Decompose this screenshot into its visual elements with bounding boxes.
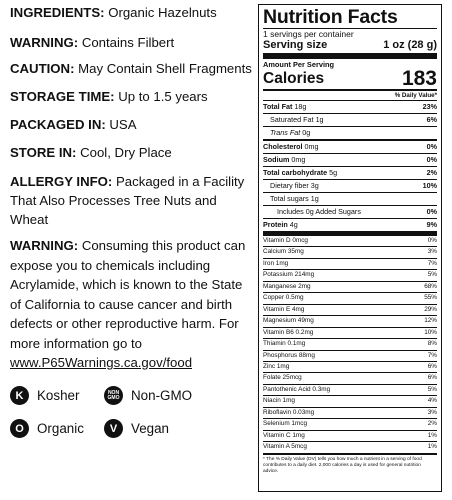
nongmo-label: Non-GMO bbox=[131, 388, 193, 403]
micronutrient-row: Pantothenic Acid 0.3mg 5% bbox=[263, 384, 437, 395]
ingredients-text: Organic Hazelnuts bbox=[108, 5, 217, 20]
daily-value-footnote: * The % Daily Value (DV) tells you how much a nutrient in a serving of food contributes to a daily diet. 2,000 calories a day is used for general nutrition advice. bbox=[263, 456, 422, 474]
calories-row bbox=[263, 69, 437, 89]
micronutrient-row: Vitamin B6 0.2mg 10% bbox=[263, 327, 437, 338]
nutrient-row: Protein 4g 9% bbox=[263, 220, 437, 229]
micronutrient-row: Iron 1mg 7% bbox=[263, 258, 437, 269]
micronutrient-row: Vitamin E 4mg 29% bbox=[263, 304, 437, 315]
storage-label: STORAGE TIME: bbox=[10, 89, 115, 104]
micronutrient-table bbox=[263, 236, 437, 453]
micronutrient-row: Copper 0.5mg 55% bbox=[263, 292, 437, 303]
kosher-label: Kosher bbox=[37, 388, 80, 403]
serving-size-label: Serving size bbox=[263, 39, 328, 51]
organic-icon: O bbox=[10, 419, 29, 438]
micronutrient-row: Zinc 1mg 6% bbox=[263, 361, 437, 372]
organic-badge bbox=[10, 419, 84, 438]
ingredients-label: INGREDIENTS: bbox=[10, 5, 105, 20]
servings-per-container: 1 servings per container bbox=[263, 29, 354, 39]
vegan-icon: V bbox=[104, 419, 123, 438]
packaged-text: USA bbox=[109, 117, 137, 132]
caution-text: May Contain Shell Fragments bbox=[78, 61, 252, 76]
nutrient-row: Dietary fiber 3g 10% bbox=[263, 179, 437, 192]
nutrient-row: Total Fat 18g 23% bbox=[263, 102, 437, 111]
non-gmo-icon: NON GMO bbox=[104, 386, 123, 405]
daily-value-header: % Daily Value* bbox=[394, 92, 437, 99]
nutrition-title: Nutrition Facts bbox=[263, 6, 398, 28]
caution-label: CAUTION: bbox=[10, 61, 75, 76]
p65-link[interactable]: www.P65Warnings.ca.gov/food bbox=[10, 355, 193, 370]
storage-line bbox=[10, 88, 208, 106]
micronutrient-row: Phosphorus 88mg 7% bbox=[263, 350, 437, 361]
certification-badges bbox=[10, 386, 250, 456]
nutrient-row: Trans Fat 0g bbox=[263, 126, 437, 139]
micronutrient-row: Potassium 214mg 5% bbox=[263, 269, 437, 280]
warning-label: WARNING: bbox=[10, 35, 79, 50]
warning-text: Contains Filbert bbox=[81, 35, 175, 50]
amount-per-serving: Amount Per Serving bbox=[263, 60, 335, 69]
caution-line bbox=[10, 60, 252, 78]
micronutrient-row: Manganese 2mg 68% bbox=[263, 281, 437, 292]
kosher-badge bbox=[10, 386, 79, 405]
store-text: Cool, Dry Place bbox=[80, 145, 172, 160]
micronutrient-row: Niacin 1mg 4% bbox=[263, 395, 437, 406]
allergy-label: ALLERGY INFO: bbox=[10, 174, 113, 189]
vegan-badge bbox=[104, 419, 169, 438]
micronutrient-row: Vitamin D 0mcg 0% bbox=[263, 237, 437, 244]
nutrient-row: Total sugars 1g bbox=[263, 192, 437, 205]
allergy-text: Packaged in a Facility That Also Processes Tree Nuts and Wheat bbox=[10, 174, 245, 227]
calories-label: Calories bbox=[263, 70, 325, 87]
micronutrient-row: Vitamin C 1mg 1% bbox=[263, 430, 437, 441]
organic-label: Organic bbox=[37, 421, 84, 436]
micronutrient-row: Vitamin A 5mcg 1% bbox=[263, 441, 437, 452]
prop65-label: WARNING: bbox=[10, 238, 79, 253]
micronutrient-row: Thiamin 0.1mg 8% bbox=[263, 338, 437, 349]
nutrient-row: Includes 0g Added Sugars 0% bbox=[263, 205, 437, 218]
storage-text: Up to 1.5 years bbox=[118, 89, 208, 104]
micronutrient-row: Selenium 1mcg 2% bbox=[263, 418, 437, 429]
serving-size-value: 1 oz (28 g) bbox=[383, 39, 437, 51]
prop65-text: Consuming this product can expose you to chemicals including Acrylamide, which is known to the State of California to cause cancer and birth defects or other reproductive harm. For more information go to bbox=[10, 238, 246, 351]
ingredients-line bbox=[10, 4, 217, 22]
micronutrient-row: Folate 25mcg 6% bbox=[263, 372, 437, 383]
micronutrient-row: Magnesium 49mg 12% bbox=[263, 315, 437, 326]
allergy-line bbox=[10, 172, 252, 229]
kosher-icon: K bbox=[10, 386, 29, 405]
serving-size-row bbox=[263, 39, 437, 53]
prop65-warning bbox=[10, 236, 252, 373]
nongmo-badge bbox=[104, 386, 192, 405]
warning-line bbox=[10, 34, 174, 52]
vegan-label: Vegan bbox=[131, 421, 169, 436]
macronutrient-table bbox=[263, 100, 437, 231]
nutrition-facts-label bbox=[258, 4, 442, 492]
packaged-label: PACKAGED IN: bbox=[10, 117, 106, 132]
micronutrient-row: Calcium 35mg 3% bbox=[263, 246, 437, 257]
nutrient-row: Total carbohydrate 5g 2% bbox=[263, 168, 437, 177]
store-label: STORE IN: bbox=[10, 145, 77, 160]
store-line bbox=[10, 144, 172, 162]
packaged-line bbox=[10, 116, 137, 134]
calories-value: 183 bbox=[401, 67, 437, 90]
nutrient-row: Sodium 0mg 0% bbox=[263, 155, 437, 164]
nutrient-row: Saturated Fat 1g 6% bbox=[263, 113, 437, 126]
micronutrient-row: Riboflavin 0.03mg 3% bbox=[263, 407, 437, 418]
nutrient-row: Cholesterol 0mg 0% bbox=[263, 139, 437, 153]
